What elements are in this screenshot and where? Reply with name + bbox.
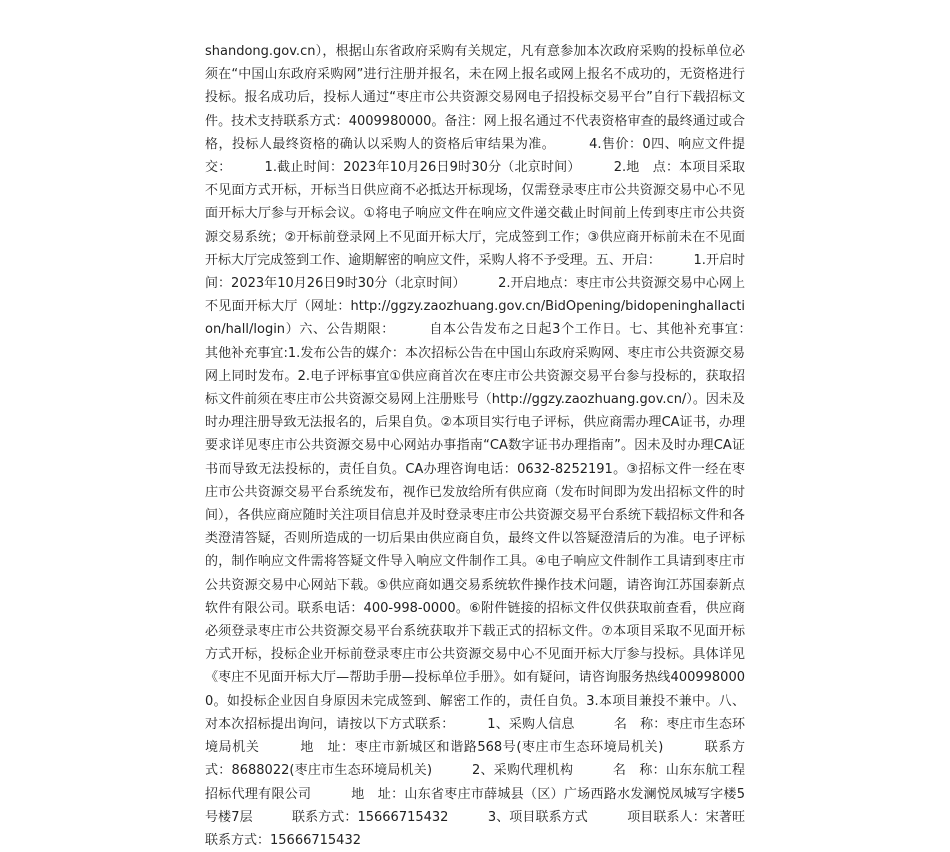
- announcement-article: [205, 40, 785, 852]
- announcement-body-text: shandong.gov.cn），根据山东省政府采购有关规定，凡有意参加本次政府采购的投标单位必须在“中国山东政府采购网”进行注册并报名，未在网上报名或网上报名不成功的，无资格进行投标。报名成功后，投标人通过“枣庄市公共资源交易网电子招投标交易平台”自行下载招标文件。技术支持联系方式：4009980000。备注：网上报名通过不代表资格审查的最终通过或合格，投标人最终资格的确认以采购人的资格后审结果为准。 4.售价：0四、响应文件提交： 1.截止时间：2023年10月26日9时30分（北京时间） 2.地 点：本项目采取不见面方式开标，开标当日供应商不必抵达开标现场，仅需登录枣庄市公共资源交易中心不见面开标大厅参与开标会议。①将电子响应文件在响应文件递交截止时间前上传到枣庄市公共资源交易系统；②开标前登录网上不见面开标大厅，完成签到工作；③供应商开标前未在不见面开标大厅完成签到工作、逾期解密的响应文件，采购人将不予受理。五、开启： 1.开启时间：2023年10月26日9时30分（北京时间） 2.开启地点：枣庄市公共资源交易中心网上不见面开标大厅（网址：http://ggzy.zaozhuang.gov.cn/BidOpening/bidopeninghallaction/hall/login）六、公告期限： 自本公告发布之日起3个工作日。七、其他补充事宜： 其他补充事宜:1.发布公告的媒介：本次招标公告在中国山东政府采购网、枣庄市公共资源交易网上同时发布。2.电子评标事宜①供应商首次在枣庄市公共资源交易平台参与投标的，获取招标文件前须在枣庄市公共资源交易网上注册账号（http://ggzy.zaozhuang.gov.cn/）。因未及时办理注册导致无法报名的，后果自负。②本项目实行电子评标，供应商需办理CA证书，办理要求详见枣庄市公共资源交易中心网站办事指南“CA数字证书办理指南”。因未及时办理CA证书而导致无法投标的，责任自负。CA办理咨询电话：0632-8252191。③招标文件一经在枣庄市公共资源交易平台系统发布，视作已发放给所有供应商（发布时间即为发出招标文件的时间），各供应商应随时关注项目信息并及时登录枣庄市公共资源交易平台系统下载招标文件和各类澄清答疑，否则所造成的一切后果由供应商自负，最终文件以答疑澄清后的为准。电子评标的，制作响应文件需将答疑文件导入响应文件制作工具。④电子响应文件制作工具请到枣庄市公共资源交易中心网站下载。⑤供应商如遇交易系统软件操作技术问题，请咨询江苏国泰新点软件有限公司。联系电话：400-998-0000。⑥附件链接的招标文件仅供获取前查看，供应商必须登录枣庄市公共资源交易平台系统获取并下载正式的招标文件。⑦本项目采取不见面开标方式开标，投标企业开标前登录枣庄市公共资源交易中心不见面开标大厅参与投标。具体详见《枣庄不见面开标大厅—帮助手册—投标单位手册》。如有疑问，请咨询服务热线4009980000。如投标企业因自身原因未完成签到、解密工作的，责任自负。3.本项目兼投不兼中。八、对本次招标提出询问，请按以下方式联系： 1、采购人信息 名 称：枣庄市生态环境局机关 地 址：枣庄市新城区和谐路568号(枣庄市生态环境局机关) 联系方式：8688022(枣庄市生态环境局机关) 2、采购代理机构 名 称：山东东航工程招标代理有限公司 地 址：山东省枣庄市薛城县（区）广场西路水发澜悦凤城写字楼5号楼7层 联系方式：15666715432 3、项目联系方式 项目联系人：宋著旺 联系方式：15666715432: [205, 44, 785, 848]
